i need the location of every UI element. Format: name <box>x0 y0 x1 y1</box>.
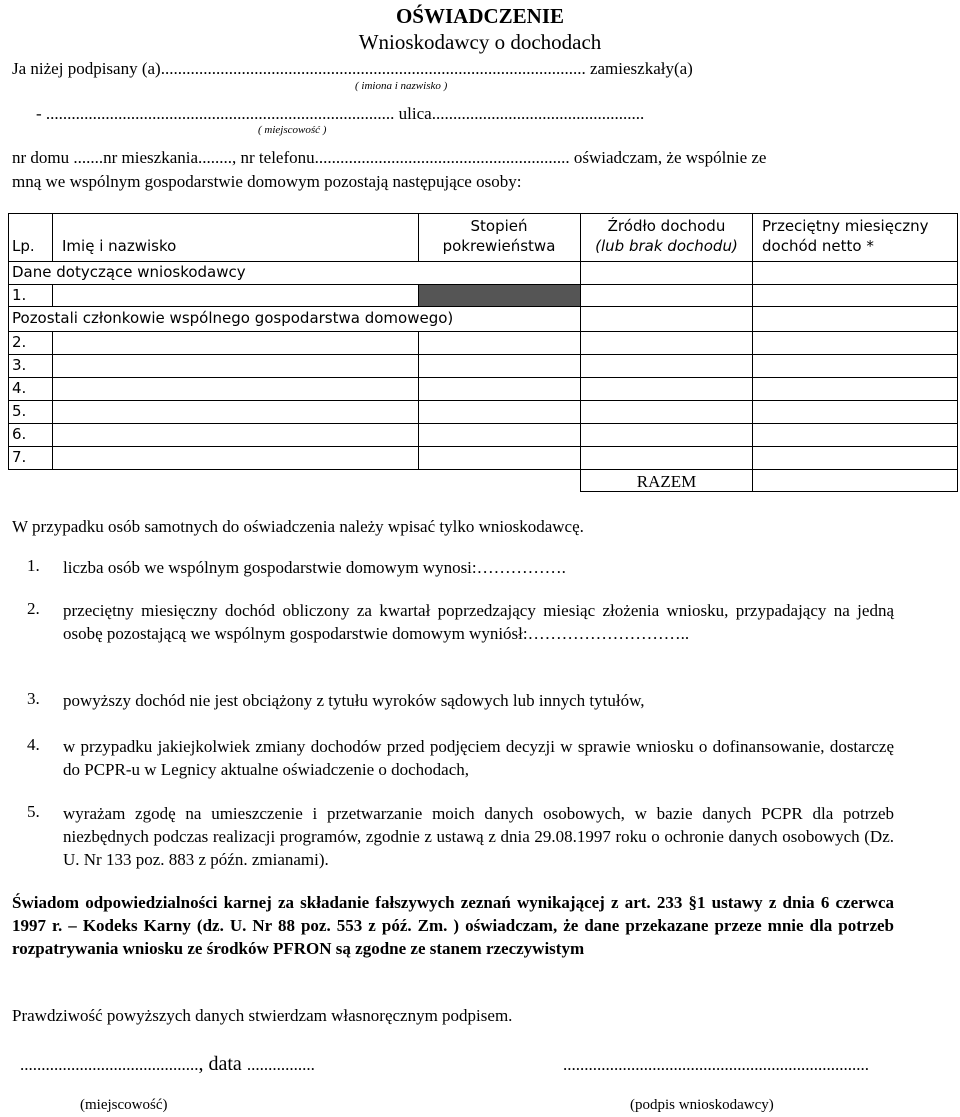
address-dash: - <box>36 104 42 123</box>
document-title: OŚWIADCZENIE <box>395 4 565 28</box>
residence-label: zamieszkały(a) <box>589 59 693 78</box>
household-intro: mną we wspólnym gospodarstwie domowym pozostają następujące osoby: <box>12 172 522 191</box>
item-4-text: w przypadku jakiejkolwiek zmiany dochodów przed podjęciem decyzji w sprawie wniosku o dofinansowanie, dostarczę do PCPR-u w Legnicy aktualne oświadczenie o dochodach, <box>63 737 894 779</box>
row-6-lp: 6. <box>12 425 27 443</box>
document-subtitle: Wnioskodawcy o dochodach <box>358 30 602 54</box>
col-lp-header: Lp. <box>12 237 35 255</box>
section-applicant: Dane dotyczące wnioskodawcy <box>12 263 246 281</box>
place-caption: (miejscowość) <box>80 1097 168 1113</box>
item-2-text: przeciętny miesięczny dochód obliczony za kwartał poprzedzający miesiąc złożenia wniosku, przypadający na jedną osobę pozostającą we wspólnym gospodarstwie domowym wyniósł:……………………….. <box>63 601 894 643</box>
row-3-lp: 3. <box>12 356 27 374</box>
item-1-text: liczba osób we wspólnym gospodarstwie domowym wynosi:……………. <box>63 558 566 577</box>
signature-dots[interactable]: ........................................................................ <box>563 1055 869 1074</box>
applicant-name-dots[interactable]: .................................................................................................... <box>160 59 586 78</box>
col-income-header-2: dochód netto * <box>762 237 874 255</box>
item-1-number: 1. <box>27 556 40 575</box>
row-2-lp: 2. <box>12 333 27 351</box>
row-1-lp: 1. <box>12 286 27 304</box>
place-date-line <box>20 1053 315 1076</box>
col-name-header: Imię i nazwisko <box>62 237 177 255</box>
item-3-text: powyższy dochód nie jest obciążony z tytułu wyroków sądowych lub innych tytułów, <box>63 691 645 710</box>
address-line <box>36 104 644 124</box>
col-source-header-1: Źródło dochodu <box>607 217 726 235</box>
col-relation-header-2: pokrewieństwa <box>442 237 556 255</box>
item-4-number: 4. <box>27 735 40 754</box>
row-5-lp: 5. <box>12 402 27 420</box>
liability-declaration: Świadom odpowiedzialności karnej za składanie fałszywych zeznań wynikającej z art. 233 §1 ustawy z dnia 6 czerwca 1997 r. – Kodeks Karny (dz. U. Nr 88 poz. 553 z póź. Zm. ) oświadczam, że dane przekazane przeze mnie dla potrzeb rozpatrywania wniosku ze środków PFRON są zgodne ze stanem rzeczywistym <box>12 893 894 958</box>
confirmation-text: Prawdziwość powyższych danych stwierdzam własnoręcznym podpisem. <box>12 1006 513 1025</box>
date-label: , data <box>198 1053 242 1075</box>
item-3-number: 3. <box>27 689 40 708</box>
col-source-header-2: (lub brak dochodu) <box>595 237 738 255</box>
place-hint: ( miejscowość ) <box>258 124 327 136</box>
applicant-label: Ja niżej podpisany (a) <box>12 59 161 78</box>
total-label: RAZEM <box>636 472 697 491</box>
house-phone-line[interactable]: nr domu .......nr mieszkania........, nr telefonu............................................................ oświadczam, że wspólnie ze <box>12 148 767 167</box>
item-5-text: wyrażam zgodę na umieszczenie i przetwarzanie moich danych osobowych, w bazie danych PCPR dla potrzeb niezbędnych podczas realizacji programów, zgodnie z ustawą z dnia 29.08.1997 roku o ochronie danych osobowych (Dz. U. Nr 133 poz. 883 z późn. zmianami). <box>63 804 894 869</box>
name-hint: ( imiona i nazwisko ) <box>355 80 448 92</box>
section-others: Pozostali członkowie wspólnego gospodarstwa domowego) <box>12 309 454 327</box>
place-signature-dots[interactable]: .......................................... <box>20 1055 199 1074</box>
row-7-lp: 7. <box>12 448 27 466</box>
applicant-name-line <box>12 59 693 79</box>
item-2-number: 2. <box>27 599 40 618</box>
row-4-lp: 4. <box>12 379 27 397</box>
signature-caption: (podpis wnioskodawcy) <box>630 1097 774 1113</box>
item-5-number: 5. <box>27 802 40 821</box>
date-dots[interactable]: ................ <box>246 1055 315 1074</box>
street-field[interactable]: ulica.................................................. <box>398 104 645 123</box>
col-relation-header-1: Stopień <box>470 217 528 235</box>
shaded-cell <box>419 285 580 306</box>
place-dots[interactable]: .................................................................................. <box>45 104 395 123</box>
col-income-header-1: Przeciętny miesięczny <box>762 217 929 235</box>
single-person-note: W przypadku osób samotnych do oświadczenia należy wpisać tylko wnioskodawcę. <box>12 517 584 536</box>
